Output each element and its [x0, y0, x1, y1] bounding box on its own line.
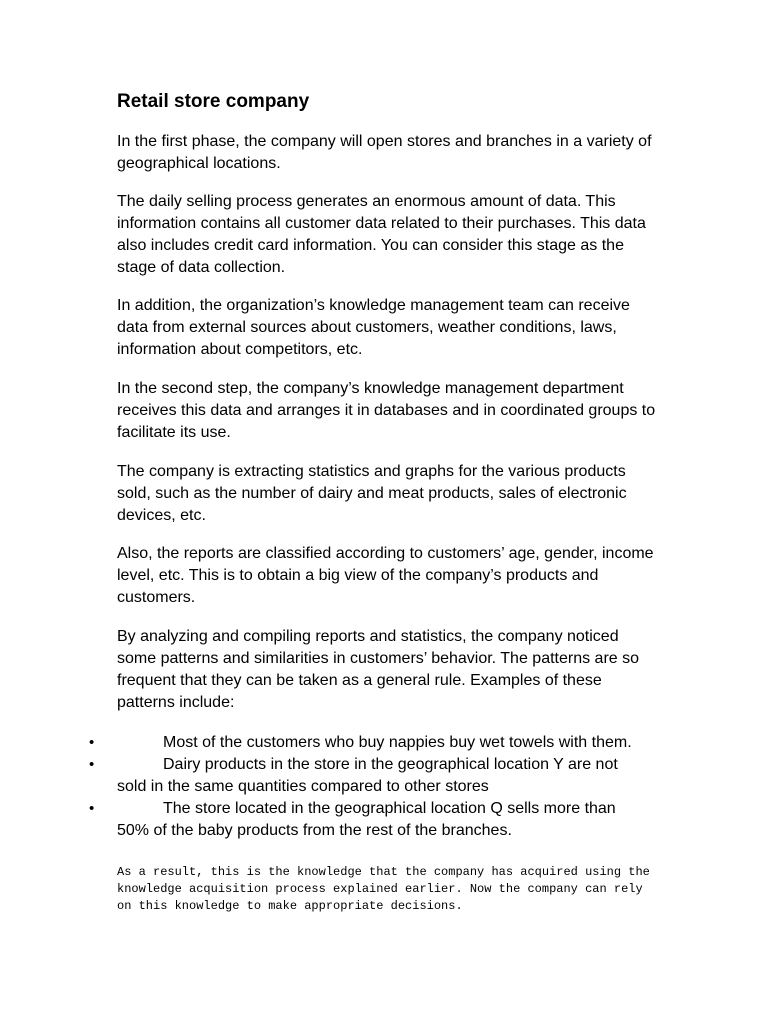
list-item-text: The store located in the geographical location Q sells more than 50% of the baby products from the rest of the branches.: [117, 800, 616, 839]
pattern-list: [0, 732, 768, 842]
page-title: Retail store company: [117, 91, 310, 112]
paragraph-reports: Also, the reports are classified according to customers’ age, gender, income level, etc. This is to obtain a big view of the company’s products and customers.: [117, 545, 654, 606]
conclusion-text: As a result, this is the knowledge that the company has acquired using the knowledge acquisition process explained earlier. Now the company can rely on this knowledge to make appropriate decisions.: [117, 865, 650, 913]
paragraph-external-sources: In addition, the organization’s knowledge management team can receive data from external sources about customers, weather conditions, laws, information about competitors, etc.: [117, 297, 630, 358]
bullet-icon: •: [89, 734, 95, 751]
list-item-text: Dairy products in the store in the geographical location Y are not sold in the same quantities compared to other stores: [117, 756, 618, 795]
paragraph-second-step: In the second step, the company’s knowledge management department receives this data and arranges it in databases and in coordinated groups to facilitate its use.: [117, 380, 656, 441]
paragraph-first-phase: In the first phase, the company will open stores and branches in a variety of geographical locations.: [117, 133, 652, 172]
list-item: [0, 754, 640, 798]
list-item: [0, 798, 640, 842]
list-item-text: Most of the customers who buy nappies buy wet towels with them.: [163, 734, 632, 751]
bullet-icon: •: [89, 756, 95, 773]
list-item: [0, 732, 640, 754]
paragraph-data-collection: The daily selling process generates an enormous amount of data. This information contains all customer data related to their purchases. This data also includes credit card information. You can consider this stage as the stage of data collection.: [117, 193, 646, 276]
paragraph-patterns: By analyzing and compiling reports and statistics, the company noticed some patterns and similarities in customers’ behavior. The patterns are so frequent that they can be taken as a general rule. Examples of these patterns include:: [117, 628, 640, 711]
bullet-icon: •: [89, 800, 95, 817]
paragraph-statistics: The company is extracting statistics and graphs for the various products sold, such as the number of dairy and meat products, sales of electronic devices, etc.: [117, 463, 627, 524]
